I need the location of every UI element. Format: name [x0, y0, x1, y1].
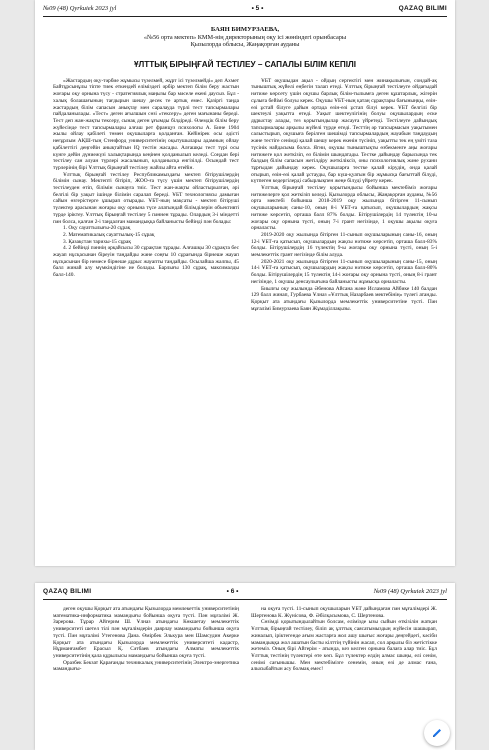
author-byline	[35, 26, 455, 49]
newspaper-page-6	[35, 583, 455, 750]
page-number: • 6 •	[226, 587, 239, 595]
pencil-icon	[431, 727, 443, 739]
paragraph: деген оқушы Қорқыт ата атындағы Қызылорда мемлекеттік университетінің математика-информатика мамандығы бойынша оқуға түсті. Пән мұғалімі Ж. Зарерова. Тұрар Айгерим Ш. Ұлназ атындағы Көкшетау мемлекеттік университеті шетел тілі пән мұғалімдерін даярлау мамандығы бойынша оқуға түсті. Пән мұғалімі Утегенова Дана. Өмірбек Элькура мен Шамсудин Акерке Қорқыт ата атындағы Қызылорда мемлекеттік университеті кадастр, Нұрманғамбет Ерасыл Қ. Сәтбаев атындағы Алматы мемлекеттік университетінің қала құрылысы мамандығы бойынша оқуға түсті.	[53, 606, 239, 659]
newspaper-name: QAZAQ BILIMI	[398, 4, 447, 12]
page-header	[43, 0, 447, 17]
paragraph: на оқуға түсті. 11-сынып оқушыларын ҰБТ дайындаған пән мұғалімдері Ж. Шертенова К. Жүнісова, Ф. Әбілқасымова, С. Шертенова.	[251, 606, 437, 619]
article-column-left	[53, 78, 239, 313]
paragraph: 2019-2020 оқу жылында бітірген 11-сынып оқушыларының саны-16, оның 12-і ҰБТ-ға қатысып, оқушылардың жақсы нәтиже көрсетіп, орташа балл-83% болды. Бітірушілердің 16 түлектің 9-ы жоғары оқу орнына түсті, оның 5-і мемлекеттік грант негізінде білім алуда.	[251, 231, 437, 259]
paragraph: 4. 2 бейінді пәннің әрқайсысы 30 сұрақтан тұрады. Алғашқы 30 сұрақта бес жауап нұсқасынан біреуін таңдайды және соңғы 10 сұрағында бірнеше жауап нұсқасынан бір немесе бірнеше дұрыс жауапты таңдайды. Осылайша жалпы, 45 балл жинай алу мүмкіндігіне ие болады. Барлығы 130 сұрақ, максималды балл-140.	[53, 245, 239, 279]
paragraph: ҰБТ оқушыдан ақыл - ойдың сергектігі мен жинақылығын, сондай-ақ тыныштық жүйелі еңбегін талап етеді. Ұлттық бірыңғай тестілеуге ойдағыдай нәтиже көрсету үшін оқушы барлық білім-тылымға деген құштарлық, жігерін сұлыға бейімі болуы керек. Оқушы ҰБТ-ның қатаң сұрақтары бағыныңқы, өзін-өзі ұстай білуге дайын ортада өзін-өзі ұстап білуі керек. ҰБТ белгілі бір шектеулі уақытта өтеді. Уақыт шектеулігінің болуы оқушылардың еске дұрыстау алады, тез қорытындылар жасауға үйретеді. Тестілеуге дайындық тапсырмалары арқылы жүйелі түрде өтеді. Тесттің әр тапсырмасын уақытымен салыстырып, оқушыға берілген шешімді тапсырмалардың жауабын таңдаудың және тестіге сенімді қалай шешу керек екенін түсініп, уақытты тек ең үміті таза түсінік найдасыма болса. Ягни, оқушы тыныштықты өзбекменге аңы жоғары нәтижеге қол жеткізіп, өз білімін шындатады. Тестке дайындау барысында тек балдың білім сапасын жетілдіру жеткіліксіз, оны психологиялық және рухани тұрғыдан дайындау керек. Оқушыларға тестке қалай кірудің, онда қалай отырып, өзін-өзі қалай ұстауды, бар күш-қуатын бір жұмысқа бағыттай білуді, күтпеген кедергілерді сабырлықпен жеңе білуді үйрету керек.	[251, 77, 437, 185]
page-number: • 5 •	[251, 4, 264, 12]
page-header	[43, 583, 447, 600]
list-item: 2. Математикалық сауаттылық-15 сұрақ	[63, 231, 155, 238]
article-body	[35, 600, 455, 673]
paragraph: Биылғы оқу жылында Әбенова Айсана және Исламова Айбике 140 балдан 129 балл жинап, Гурбаева Ұлназ «Ұлттық Назарбаев мектебінің» түлегі атанды. Қорқыт ата атындағы Қызылорда мемлекеттік университетіне түсті. Пән мұғалімі Бимурзаева Баян Жұмаділлақызы.	[251, 285, 437, 312]
paragraph: Сөзімді қорытындылайтын болсам, елімізде ызы сыйын өткізілін жатқан Ұлттық бірыңғай тестілеу, біліп ақ ұлттық саясатымыздың жүйесін шашырап, жиналып, іріктегенде ағым жастарға жол ашу шығыс жоғары деңгейдегі, кәсіби мамандыққа жол ашатын басты кілттің түйінін жасап, сол арқылы біз жетістікке жетеміз. Оның бірі Айгерім - атында, кез келген орнына балаға алар тиіс. Бұл Ұлттық тестінің түлектері өте көп. Бұл түлектер елдің алмас шыңы, елі сенім, сенімі сағынышы. Мен мектебімізге сенемін, оның өзі де алмас ғана, алысыбайтын асу болмақ емес!	[251, 619, 437, 673]
author-location: Қызылорда облысы, Жаңақорған ауданы	[190, 41, 300, 49]
article-headline: ҰЛТТЫҚ БІРЫҢҒАЙ ТЕСТІЛЕУ – САПАЛЫ БІЛІМ КЕПІЛІ	[133, 59, 357, 69]
issue-label: №09 (48) Qyrkuiek 2023 jyl	[43, 4, 117, 12]
newspaper-name: QAZAQ BILIMI	[43, 587, 92, 595]
author-position: «№56 орта мектеп» КММ-нің директорының оқу ісі жөніндегі орынбасары	[143, 33, 347, 41]
author-name: БАЯН БИМУРЗАЕВА,	[210, 26, 280, 33]
paragraph: 2020-2021 оқу жылында бітірген 11-сынып оқушыларының саны-15, оның 14-і ҰБТ-ға қатысып, оқушылардың жақсы нәтиже көрсетіп, орташа балл-80% болды. Бітірушілердің 15 түлектің 14-і жоғары оқу орнына түсті, оның 8-і грант негізінде, 1 оқушы денсаулығына байланысты жұмысқа орналасты.	[251, 258, 437, 285]
paragraph: Ұлттық бірыңғай тестілеу Республикамыздағы мектеп бітірушілердің білімін сынау. Мектепті бітіріп, ЖОО-ға түсу үшін мектеп бітірушілердің тестілеуден өтіп, білімін сынауға тиіс. Тест жан-жақты ойластырылған, әрі белгілі бір уақыт ішінде білімін саралап береді. ҰБТ технологиясы дамыған сайын өзгерістерге ұшырап отырады. ҰБТ-ның мақсаты - мектеп бітіруші түлектер арасынан жоғары оқу орнына түсе алатындай білімділерін объективті түрде іріктеу. Ұлттық бірыңғай тестілеу 5 пәннен тұрады. Олардың 3-і міндетті пән болса, қалған 2-і таңдалған мамандыққа байланысты бейінді пән болады:	[53, 171, 239, 225]
list-item: 1. Оқу сауаттылығы-20 сұрақ	[63, 225, 131, 232]
paragraph: Оразбек Бекзат Қарағанды техникалық университетінің Электро-энергетика мамандығы-	[53, 659, 239, 673]
paragraph: «Жастардың оқу-тәрбие жұмысы түзелмей, жұрт ісі түзелмейді» деп Ахмет Байтұрсынұлы тіпте тиек еткендей елімiздегі әрбір мектеп білім беру жастын жоғары оқу орнына түсу - стратегиялық маңызы бар мәселе екені даусыз. Бұл - халық болашағының тағдырын шешу десек те артық емес. Қазіргі таңда жастардың білім сапасын анықтау мен саралауда түрлі тест тапсырмалары пайдаланылады. «Тест» деген ағылшын сөзі «тексеру» деген мағынаны береді. Тест деп жан-жақты тексеру, сынақ деген ұғымды білдіреді. Өлемдік білім беру жүйесінде тест тапсырмалары алғаш рет француз психологы А. Бине 1904 жылы ойлау қабілеті төмен оқушыларға қолданған. Кейінірек осы әдісті неғұрлым АҚШ-тың Стенфорд университетінің оқытушылары адамның ойлау қабілеттігі деңгейін анықтайтын IQ тестін жасады. Алғашқы тест түрі осы күнге дейін дүниежүзі халықтарында кеңінен қолданылып келеді. Соңдан бері тестілеу сан алуан түрлері жасалынып, қолданысқа енгізілді. Осындай тест түрлерінің бірі Ұлттық бірыңғай тестілеу жайлы айта өтейін.	[53, 77, 239, 171]
edit-button[interactable]	[424, 720, 450, 746]
article-column-right	[251, 606, 437, 673]
article-body	[35, 78, 455, 313]
article-column-right	[251, 78, 437, 313]
paragraph: Ұлттық бірыңғай тестілеу қорытындысы бойынша мектебіміз жоғары нәтижелерге қол жеткізіп келеді. Қызылорда облысы, Жаңақорған ауданы, №56 орта мектебі бойынша 2018-2019 оқу жылында бітірген 11-сынып оқушыларының саны-10, оның 8-і ҰБТ-ға қатысып, оқушылардың жақсы нәтиже көрсетіп, орташа балл 87% болды. Бітірушілердің 14 түлектің 10-ы жоғары оқу орнына түсті, оның 7-і грант негізінде, 1 оқушы ақылы оқуға орналасты.	[251, 185, 437, 232]
list-item: 3. Қазақстан тарихы-15 сұрақ	[63, 238, 131, 245]
issue-label: №09 (48) Qyrkuiek 2023 jyl	[373, 587, 447, 595]
newspaper-page-5	[35, 0, 455, 566]
article-column-left	[53, 606, 239, 673]
